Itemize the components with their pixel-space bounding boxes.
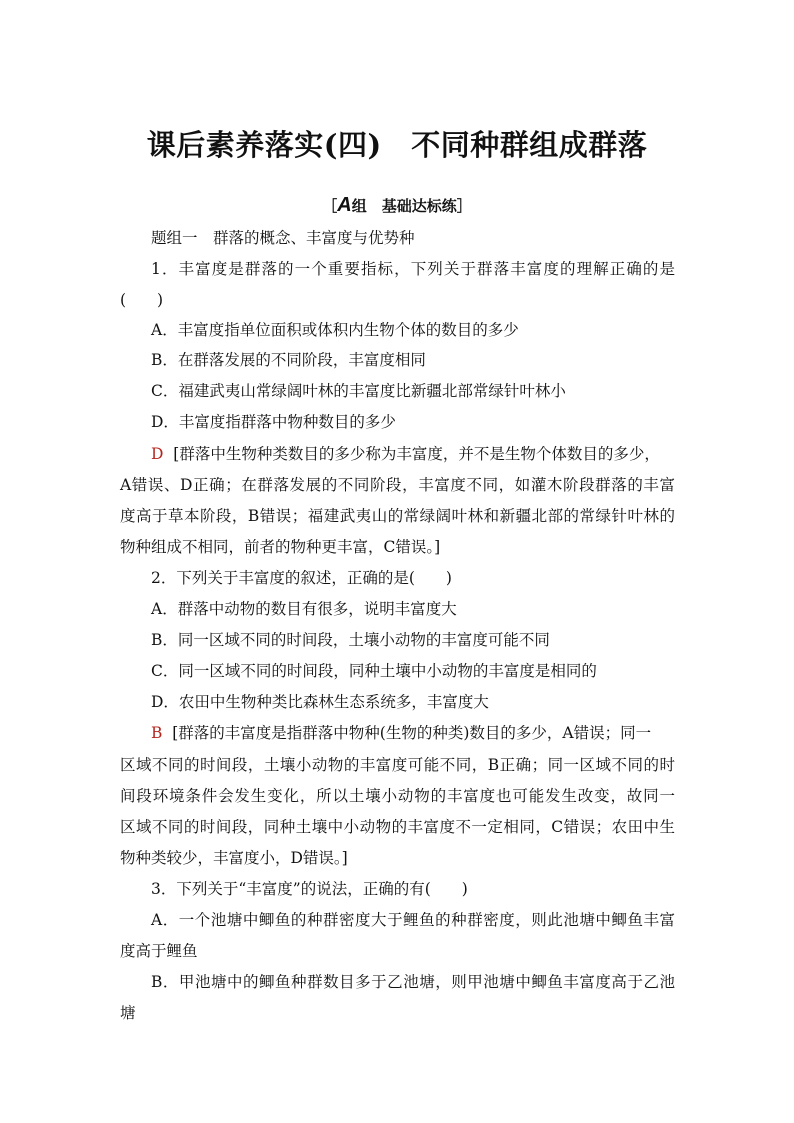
q2-answer: B: [151, 724, 163, 742]
q2-option-b: B．同一区域不同的时间段，土壤小动物的丰富度可能不同: [151, 631, 550, 649]
q1-stem-line-1: 1．丰富度是群落的一个重要指标，下列关于群落丰富度的理解正确的是: [151, 260, 675, 278]
topic-heading: 题组一 群落的概念、丰富度与优势种: [151, 229, 415, 247]
group-tag-open: ［: [322, 197, 338, 215]
q1-option-a: A．丰富度指单位面积或体积内生物个体的数目的多少: [151, 321, 519, 339]
q2-option-a: A．群落中动物的数目有很多，说明丰富度大: [151, 600, 457, 618]
q1-explanation-line-2: A错误、D正确；在群落发展的不同阶段，丰富度不同，如灌木阶段群落的丰富: [120, 476, 675, 494]
q2-explanation-line-3: 间段环境条件会发生变化，所以土壤小动物的丰富度也可能发生改变，故同一: [120, 787, 675, 805]
q3-option-a-line-1: A．一个池塘中鲫鱼的种群密度大于鲤鱼的种群密度，则此池塘中鲫鱼丰富: [151, 911, 675, 929]
group-tag-label: 组 基础达标练: [351, 197, 457, 215]
q1-option-d: D．丰富度指群落中物种数目的多少: [151, 413, 396, 431]
q1-stem-line-2: ( ): [120, 291, 164, 309]
page-title: 课后素养落实(四) 不同种群组成群落: [146, 128, 648, 162]
q3-stem: 3．下列关于“丰富度”的说法，正确的有( ): [151, 880, 468, 898]
q3-option-a-line-2: 度高于鲤鱼: [120, 942, 198, 960]
q3-option-b-line-2: 塘: [120, 1004, 136, 1022]
q2-stem: 2．下列关于丰富度的叙述，正确的是( ): [151, 569, 452, 587]
q2-explanation-line-4: 区域不同的时间段，同种土壤中小动物的丰富度不一定相同，C错误；农田中生: [120, 818, 675, 836]
group-tag: [0, 194, 794, 217]
group-tag-close: ］: [456, 197, 472, 215]
q1-option-c: C．福建武夷山常绿阔叶林的丰富度比新疆北部常绿针叶林小: [151, 382, 566, 400]
q1-option-b: B．在群落发展的不同阶段，丰富度相同: [151, 351, 426, 369]
q2-option-c: C．同一区域不同的时间段，同种土壤中小动物的丰富度是相同的: [151, 662, 597, 680]
group-tag-letter: A: [337, 194, 352, 216]
q1-explanation-line-3: 度高于草本阶段，B错误；福建武夷山的常绿阔叶林和新疆北部的常绿针叶林的: [120, 507, 675, 525]
q1-explanation-line-4: 物种组成不相同，前者的物种更丰富，C错误。]: [120, 538, 441, 556]
q2-option-d: D．农田中生物种类比森林生态系统多，丰富度大: [151, 693, 489, 711]
q2-explanation-line-2: 区域不同的时间段，土壤小动物的丰富度可能不同，B正确；同一区域不同的时: [120, 756, 675, 774]
q1-explanation-line-1: D [群落中生物种类数目的多少称为丰富度，并不是生物个体数目的多少，: [151, 445, 660, 463]
q3-option-b-line-1: B．甲池塘中的鲫鱼种群数目多于乙池塘，则甲池塘中鲫鱼丰富度高于乙池: [151, 973, 675, 991]
q2-explanation-line-5: 物种类较少，丰富度小，D错误。]: [120, 849, 348, 867]
q2-explanation-line-1: B [群落的丰富度是指群落中物种(生物的种类)数目的多少，A错误；同一: [151, 724, 652, 742]
q1-answer: D: [151, 445, 164, 463]
